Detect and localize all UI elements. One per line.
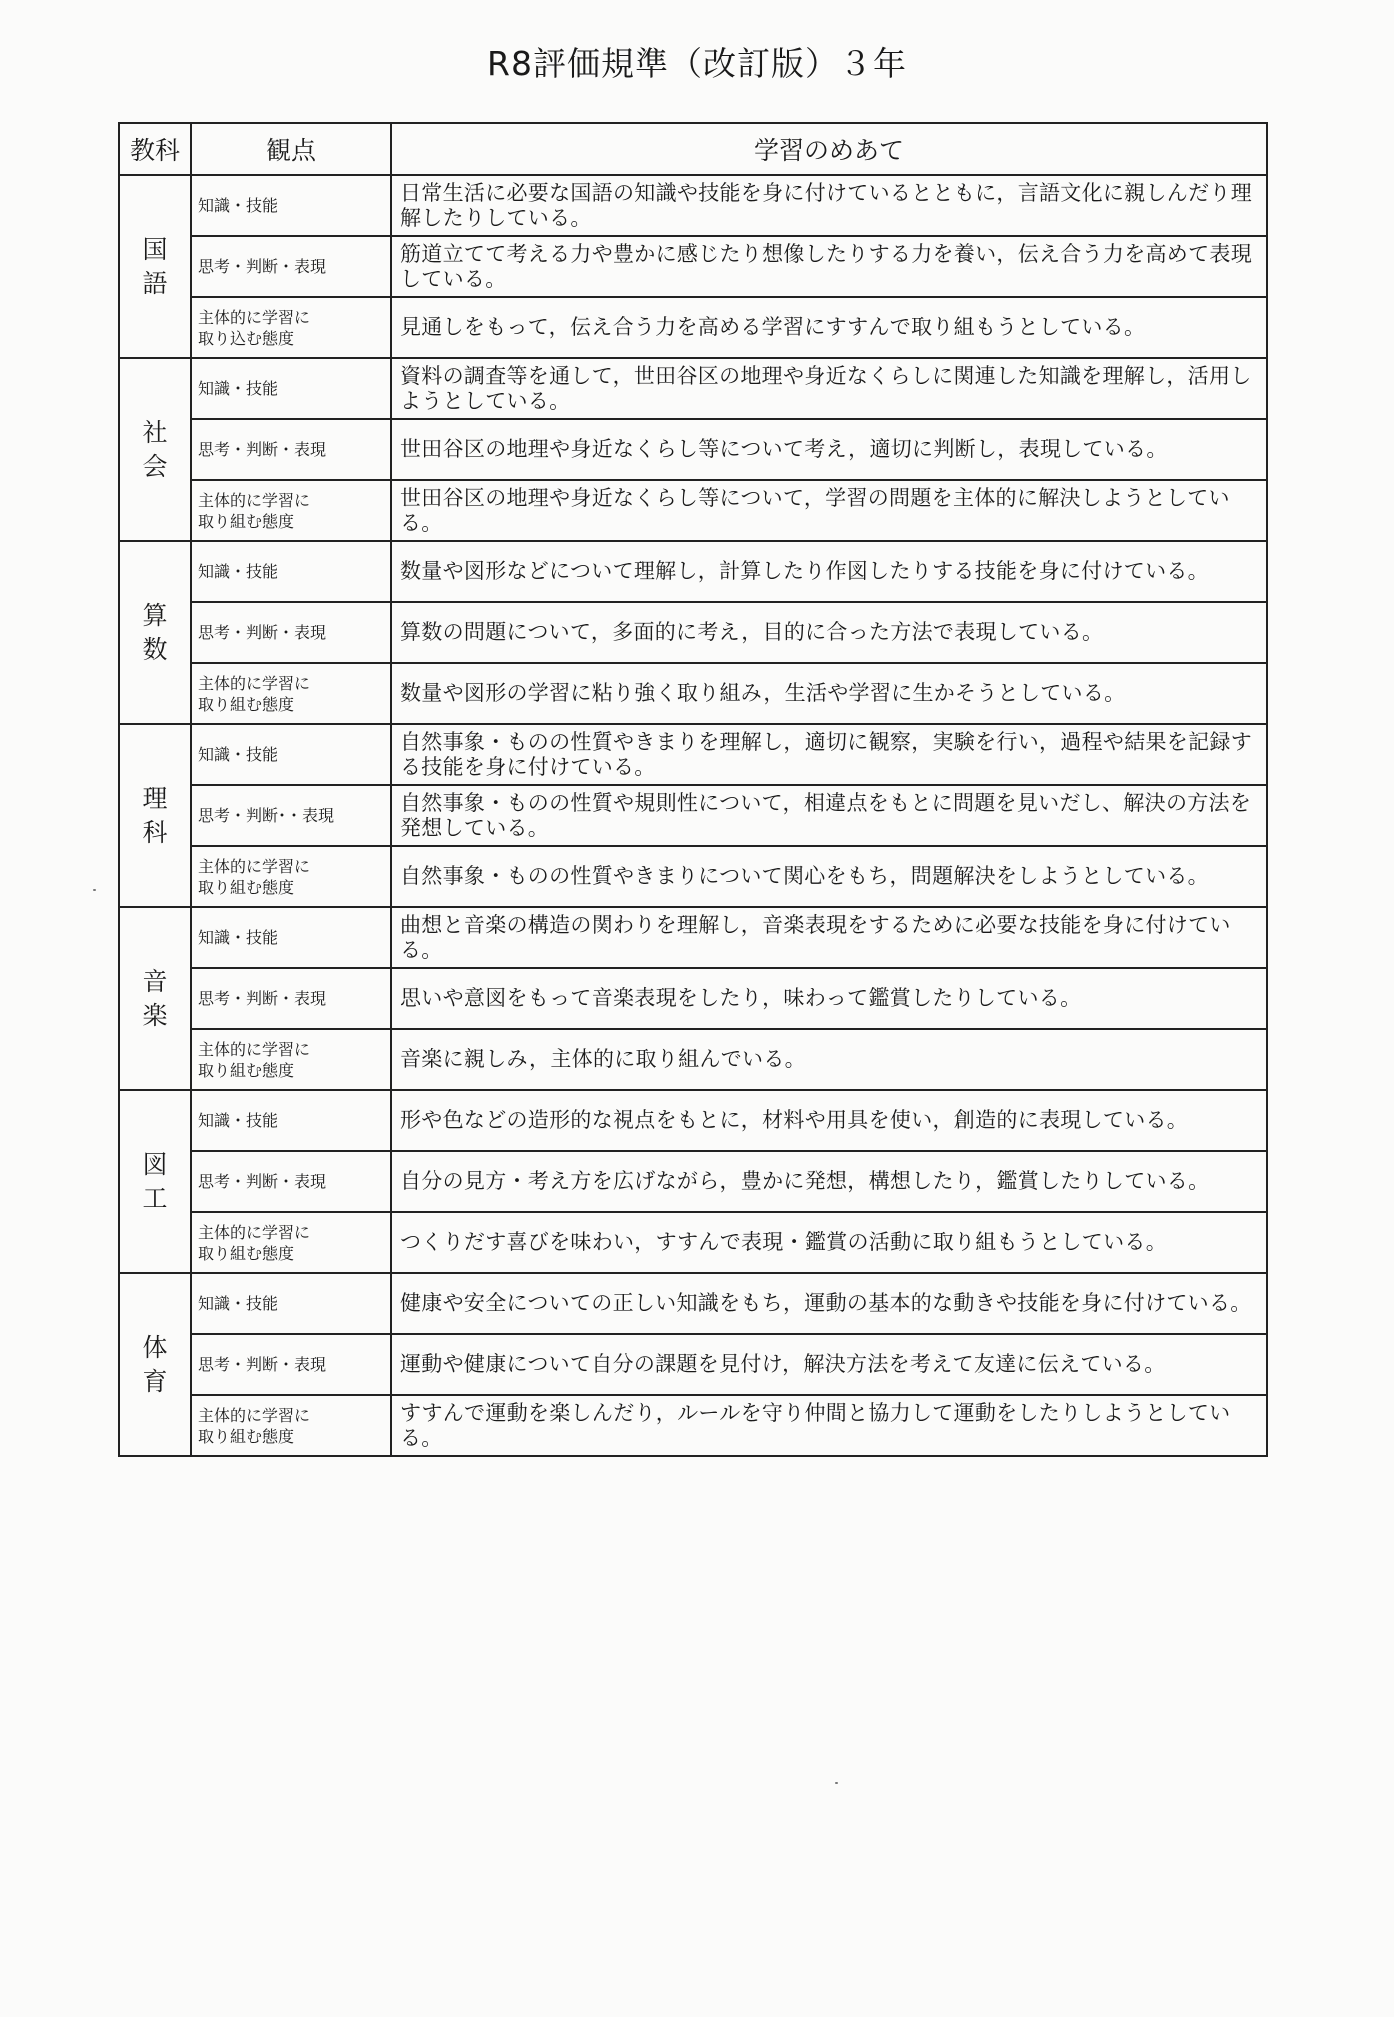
table-row (119, 785, 1267, 846)
goal-cell: 世田谷区の地理や身近なくらし等について，学習の問題を主体的に解決しようとしている。 (391, 480, 1267, 541)
goal-cell: 健康や安全についての正しい知識をもち，運動の基本的な動きや技能を身に付けている。 (391, 1273, 1267, 1334)
viewpoint-cell: 思考・判断・表現 (191, 1334, 391, 1395)
subject-cell (119, 1273, 191, 1456)
table-row (119, 1212, 1267, 1273)
table-row (119, 846, 1267, 907)
evaluation-criteria-table (118, 122, 1268, 1457)
viewpoint-cell: 主体的に学習に 取り組む態度 (191, 1029, 391, 1090)
viewpoint-cell: 思考・判断・表現 (191, 602, 391, 663)
table-row (119, 236, 1267, 297)
viewpoint-cell: 知識・技能 (191, 907, 391, 968)
goal-cell: すすんで運動を楽しんだり，ルールを守り仲間と協力して運動をしたりしようとしている。 (391, 1395, 1267, 1456)
table-row (119, 175, 1267, 236)
table-row (119, 1151, 1267, 1212)
subject-name: 算 数 (142, 600, 168, 664)
viewpoint-cell: 思考・判断・表現 (191, 236, 391, 297)
viewpoint-cell: 主体的に学習に 取り組む態度 (191, 1395, 391, 1456)
viewpoint-cell: 知識・技能 (191, 1273, 391, 1334)
viewpoint-cell: 主体的に学習に 取り組む態度 (191, 480, 391, 541)
goal-cell: 筋道立てて考える力や豊かに感じたり想像したりする力を養い，伝え合う力を高めて表現している。 (391, 236, 1267, 297)
viewpoint-cell: 知識・技能 (191, 358, 391, 419)
goal-cell: 自然事象・ものの性質やきまりについて関心をもち，問題解決をしようとしている。 (391, 846, 1267, 907)
table-header-row (119, 123, 1267, 175)
table-row (119, 419, 1267, 480)
table-row (119, 907, 1267, 968)
table-row (119, 724, 1267, 785)
goal-cell: 見通しをもって，伝え合う力を高める学習にすすんで取り組もうとしている。 (391, 297, 1267, 358)
goal-cell: つくりだす喜びを味わい，すすんで表現・鑑賞の活動に取り組もうとしている。 (391, 1212, 1267, 1273)
viewpoint-cell: 主体的に学習に 取り込む態度 (191, 297, 391, 358)
table-row (119, 1273, 1267, 1334)
viewpoint-cell: 主体的に学習に 取り組む態度 (191, 846, 391, 907)
viewpoint-cell: 知識・技能 (191, 541, 391, 602)
goal-cell: 自分の見方・考え方を広げながら，豊かに発想，構想したり，鑑賞したりしている。 (391, 1151, 1267, 1212)
table-row (119, 480, 1267, 541)
viewpoint-cell: 思考・判断･・表現 (191, 785, 391, 846)
viewpoint-cell: 思考・判断・表現 (191, 419, 391, 480)
table-row (119, 602, 1267, 663)
subject-cell (119, 1090, 191, 1273)
subject-cell (119, 358, 191, 541)
table-body (119, 175, 1267, 1456)
table-row (119, 358, 1267, 419)
table-row (119, 1395, 1267, 1456)
subject-cell (119, 175, 191, 358)
goal-cell: 自然事象・ものの性質やきまりを理解し，適切に観察，実験を行い，過程や結果を記録する技能を身に付けている。 (391, 724, 1267, 785)
goal-cell: 資料の調査等を通して，世田谷区の地理や身近なくらしに関連した知識を理解し，活用しようとしている。 (391, 358, 1267, 419)
header-viewpoint: 観点 (191, 123, 391, 175)
subject-cell (119, 907, 191, 1090)
subject-name: 体 育 (142, 1332, 168, 1396)
table-row (119, 1334, 1267, 1395)
scan-speck (93, 889, 96, 891)
subject-name: 理 科 (142, 783, 168, 847)
header-subject: 教科 (119, 123, 191, 175)
table-row (119, 297, 1267, 358)
viewpoint-cell: 思考・判断・表現 (191, 1151, 391, 1212)
table-row (119, 541, 1267, 602)
subject-name: 音 楽 (142, 966, 168, 1030)
viewpoint-cell: 主体的に学習に 取り組む態度 (191, 1212, 391, 1273)
table-row (119, 663, 1267, 724)
goal-cell: 自然事象・ものの性質や規則性について，相違点をもとに問題を見いだし、解決の方法を発想している。 (391, 785, 1267, 846)
viewpoint-cell: 知識・技能 (191, 1090, 391, 1151)
goal-cell: 算数の問題について，多面的に考え，目的に合った方法で表現している。 (391, 602, 1267, 663)
subject-name: 国 語 (142, 234, 168, 298)
goal-cell: 日常生活に必要な国語の知識や技能を身に付けているとともに，言語文化に親しんだり理解したりしている。 (391, 175, 1267, 236)
header-goal: 学習のめあて (391, 123, 1267, 175)
goal-cell: 数量や図形の学習に粘り強く取り組み，生活や学習に生かそうとしている。 (391, 663, 1267, 724)
subject-cell (119, 541, 191, 724)
goal-cell: 形や色などの造形的な視点をもとに，材料や用具を使い，創造的に表現している。 (391, 1090, 1267, 1151)
table-row (119, 1090, 1267, 1151)
table-row (119, 968, 1267, 1029)
scan-speck (835, 1782, 838, 1784)
subject-cell (119, 724, 191, 907)
goal-cell: 思いや意図をもって音楽表現をしたり，味わって鑑賞したりしている。 (391, 968, 1267, 1029)
table-row (119, 1029, 1267, 1090)
viewpoint-cell: 主体的に学習に 取り組む態度 (191, 663, 391, 724)
viewpoint-cell: 思考・判断・表現 (191, 968, 391, 1029)
page-title: R8評価規準（改訂版）３年 (487, 44, 907, 83)
goal-cell: 音楽に親しみ，主体的に取り組んでいる。 (391, 1029, 1267, 1090)
goal-cell: 運動や健康について自分の課題を見付け，解決方法を考えて友達に伝えている。 (391, 1334, 1267, 1395)
viewpoint-cell: 知識・技能 (191, 175, 391, 236)
goal-cell: 世田谷区の地理や身近なくらし等について考え，適切に判断し，表現している。 (391, 419, 1267, 480)
viewpoint-cell: 知識・技能 (191, 724, 391, 785)
subject-name: 社 会 (142, 417, 168, 481)
goal-cell: 数量や図形などについて理解し，計算したり作図したりする技能を身に付けている。 (391, 541, 1267, 602)
subject-name: 図 工 (142, 1149, 168, 1213)
goal-cell: 曲想と音楽の構造の関わりを理解し，音楽表現をするために必要な技能を身に付けている。 (391, 907, 1267, 968)
